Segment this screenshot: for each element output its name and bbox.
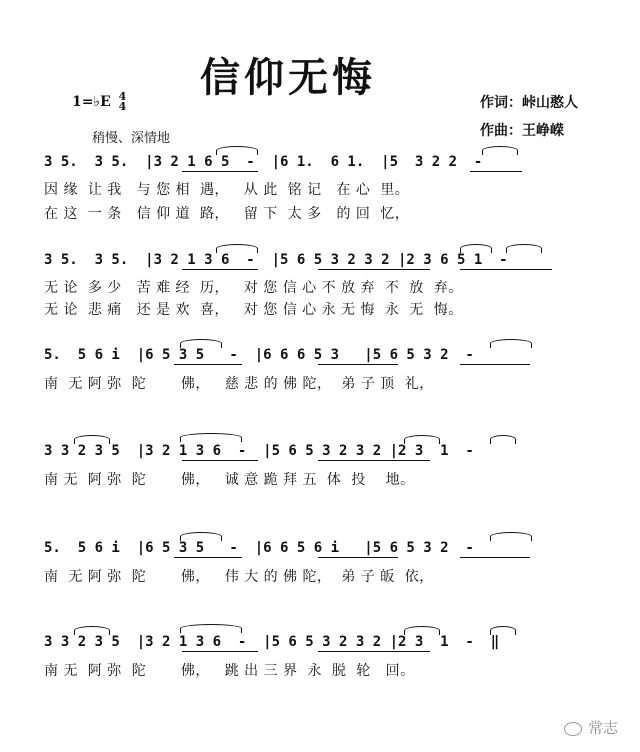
- lyrics-line-6: 南 无 阿 弥 陀 佛， 跳 出 三 界 永 脱 轮 回。: [44, 663, 415, 679]
- key-label: 1=♭E: [72, 94, 111, 110]
- notation-row-4: 3 3 2 3 5 |3 2 1 3 6 - |5 6 5 3 2 3 2 |2 3 1 -: [44, 443, 474, 459]
- key-signature: [72, 92, 126, 112]
- time-signature: [119, 92, 127, 112]
- notation-row-5: 5. 5 6 i |6 5 3 5 - |6 6 5 6 i |5 6 5 3 2 -: [44, 540, 474, 556]
- slur-mark: [490, 435, 516, 444]
- notation-row-2: 3 5. 3 5. |3 2 1 3 6 - |5 6 5 3 2 3 2 |2 3 6 5 1 -: [44, 252, 508, 268]
- beam-underline: [470, 171, 522, 172]
- beam-underline: [318, 269, 430, 270]
- wechat-icon: [564, 722, 582, 736]
- beam-underline: [182, 171, 258, 172]
- time-sig-bottom: 4: [118, 100, 127, 113]
- slur-mark: [74, 626, 110, 635]
- slur-mark: [180, 433, 242, 442]
- beam-underline: [318, 651, 430, 652]
- watermark-text: 常志: [587, 719, 618, 737]
- composer-label: 作曲：: [480, 123, 522, 139]
- slur-mark: [490, 339, 532, 348]
- beam-underline: [318, 364, 398, 365]
- time-sig-top: 4: [118, 90, 127, 103]
- slur-mark: [216, 146, 258, 155]
- lyrics-line-2b: 无 论 悲 痛 还 是 欢 喜， 对 您 信 心 永 无 悔 永 无 悔。: [44, 302, 463, 318]
- lyrics-line-1a: 因 缘 让 我 与 您 相 遇， 从 此 铭 记 在 心 里。: [44, 182, 410, 198]
- notation-row-3: 5. 5 6 i |6 5 3 5 - |6 6 6 5 3 |5 6 5 3 2 -: [44, 347, 474, 363]
- slur-mark: [506, 244, 542, 253]
- slur-mark: [180, 624, 242, 633]
- composer-name: 王峥嵘: [522, 123, 564, 139]
- beam-underline: [182, 460, 258, 461]
- beam-underline: [318, 557, 398, 558]
- lyrics-line-5: 南 无 阿 弥 陀 佛， 伟 大 的 佛 陀， 弟 子 皈 依，: [44, 569, 434, 585]
- lyricist-name: 峠山憨人: [522, 95, 578, 111]
- slur-mark: [490, 532, 532, 541]
- beam-underline: [460, 557, 530, 558]
- beam-underline: [460, 269, 552, 270]
- slur-mark: [482, 146, 518, 155]
- slur-mark: [490, 626, 516, 635]
- slur-mark: [180, 532, 222, 541]
- watermark: [564, 717, 618, 738]
- beam-underline: [182, 651, 258, 652]
- lyricist-credit: [480, 92, 578, 112]
- slur-mark: [74, 435, 110, 444]
- notation-row-6: 3 3 2 3 5 |3 2 1 3 6 - |5 6 5 3 2 3 2 |2 3 1 - ‖: [44, 634, 500, 650]
- slur-mark: [180, 339, 222, 348]
- lyrics-line-3: 南 无 阿 弥 陀 佛， 慈 悲 的 佛 陀， 弟 子 顶 礼，: [44, 376, 434, 392]
- slur-mark: [404, 435, 440, 444]
- lyrics-line-4: 南 无 阿 弥 陀 佛， 诚 意 跪 拜 五 体 投 地。: [44, 472, 415, 488]
- beam-underline: [182, 269, 258, 270]
- notation-row-1: 3 5. 3 5. |3 2 1 6 5 - |6 1. 6 1. |5 3 2 2 -: [44, 154, 483, 170]
- composer-credit: [480, 120, 564, 140]
- beam-underline: [318, 460, 430, 461]
- song-title: 信仰无悔: [200, 54, 376, 101]
- slur-mark: [216, 244, 258, 253]
- slur-mark: [460, 244, 492, 253]
- lyrics-line-1b: 在 这 一 条 信 仰 道 路， 留 下 太 多 的 回 忆，: [44, 206, 410, 222]
- slur-mark: [404, 626, 440, 635]
- beam-underline: [460, 364, 530, 365]
- beam-underline: [174, 557, 242, 558]
- lyricist-label: 作词：: [480, 95, 522, 111]
- beam-underline: [174, 364, 242, 365]
- lyrics-line-2a: 无 论 多 少 苦 难 经 历， 对 您 信 心 不 放 弃 不 放 弃。: [44, 280, 463, 296]
- tempo-marking: 稍慢、深情地: [92, 131, 171, 146]
